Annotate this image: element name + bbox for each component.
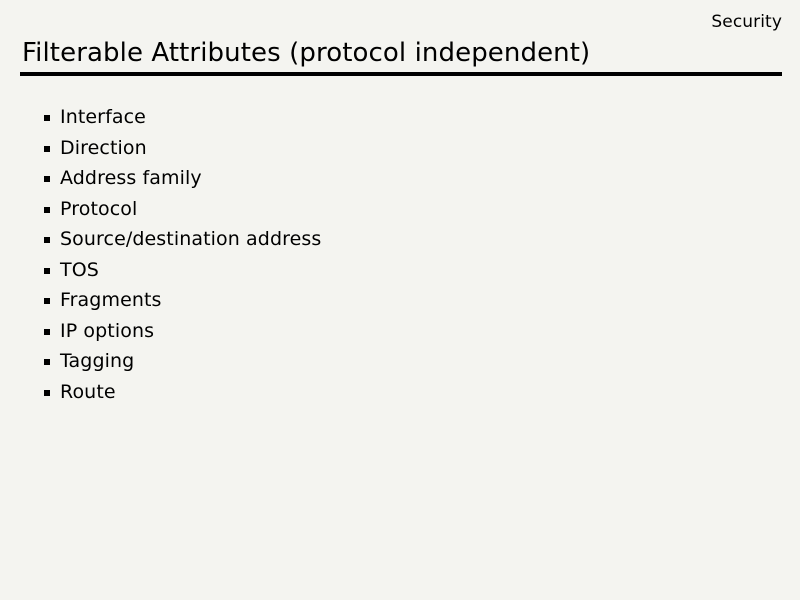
list-item-label: IP options (60, 319, 155, 342)
list-item (44, 257, 744, 288)
list-item-label: Tagging (60, 350, 135, 372)
list-item-label: Direction (60, 136, 147, 159)
list-item (44, 348, 744, 379)
slide-header-label: Security (711, 12, 782, 32)
square-bullet-icon (44, 226, 60, 253)
list-item-label: Address family (60, 167, 202, 189)
square-bullet-icon (44, 257, 60, 284)
list-item (44, 135, 744, 166)
list-item (44, 196, 744, 227)
list-item (44, 318, 744, 349)
list-item-label: TOS (60, 258, 99, 281)
list-item (44, 287, 744, 318)
list-item (44, 379, 744, 410)
title-divider (20, 72, 782, 76)
square-bullet-icon (44, 287, 60, 314)
list-item-label: Source/destination address (60, 228, 322, 250)
list-item-label: Interface (60, 106, 146, 128)
list-item-label: Protocol (60, 197, 138, 220)
square-bullet-icon (44, 379, 60, 406)
list-item-label: Fragments (60, 289, 162, 311)
square-bullet-icon (44, 196, 60, 223)
square-bullet-icon (44, 165, 60, 192)
list-item-label: Route (60, 380, 116, 403)
square-bullet-icon (44, 348, 60, 375)
list-item (44, 104, 744, 135)
square-bullet-icon (44, 104, 60, 131)
list-item (44, 226, 744, 257)
page-title: Filterable Attributes (protocol independent) (22, 38, 591, 68)
bullet-list (44, 104, 744, 409)
list-item (44, 165, 744, 196)
square-bullet-icon (44, 318, 60, 345)
square-bullet-icon (44, 135, 60, 162)
